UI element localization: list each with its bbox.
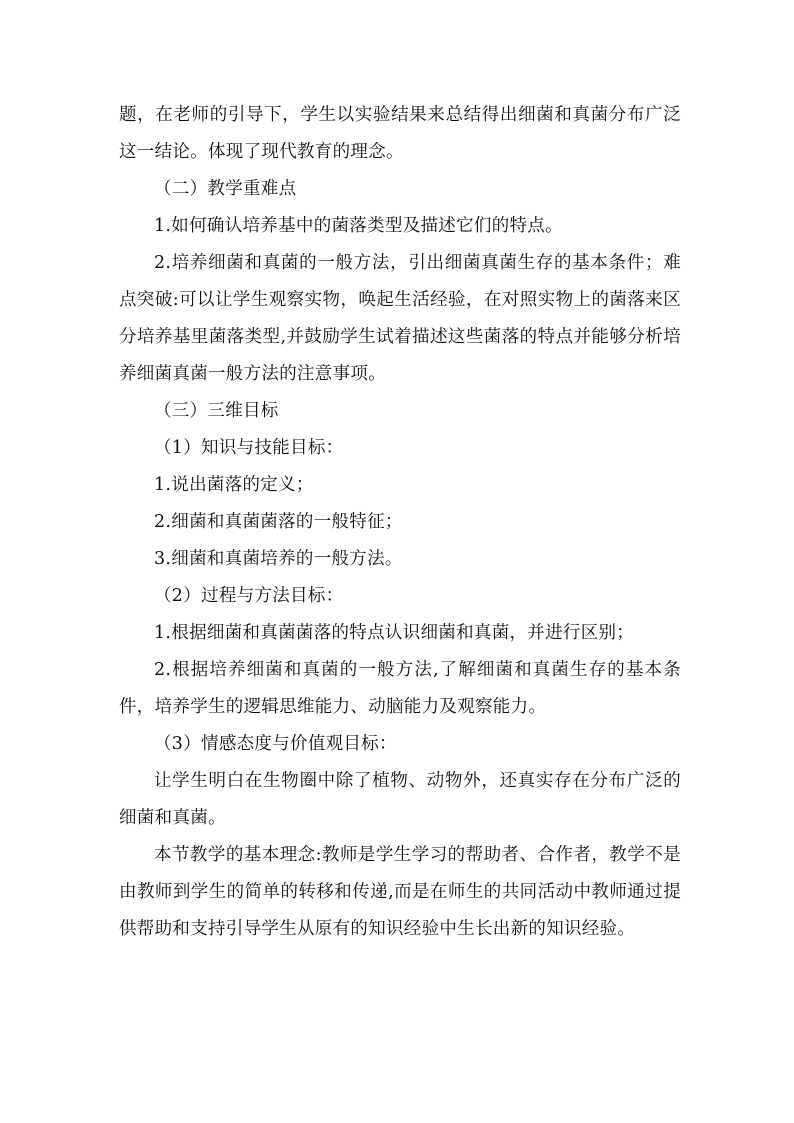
subheading-emotion-values: （3）情感态度与价值观目标： [154,734,397,754]
list-item: 2.根据培养细菌和真菌的一般方法,了解细菌和真菌生存的基本条件，培养学生的逻辑思维能力、动脑能力及观察能力。 [119,660,681,717]
paragraph-continuation: 题，在老师的引导下，学生以实验结果来总结得出细菌和真菌分布广泛这一结论。体现了现代教育的理念。 [119,105,681,162]
list-item: 2.细菌和真菌菌落的一般特征； [154,512,403,532]
list-item: 1.说出菌落的定义； [154,475,314,495]
document-body [119,97,681,948]
list-item: 1.根据细菌和真菌菌落的特点认识细菌和真菌，并进行区别； [154,623,635,643]
section-heading-objectives: （三）三维目标 [154,401,279,421]
paragraph-emotion-goal: 让学生明白在生物圈中除了植物、动物外，还真实存在分布广泛的细菌和真菌。 [119,771,681,828]
paragraph-key-point-2: 2.培养细菌和真菌的一般方法，引出细菌真菌生存的基本条件；难点突破:可以让学生观察实物，唤起生活经验，在对照实物上的菌落来区分培养基里菌落类型,并鼓励学生试着描述这些菌落的特点并能够分析培养细菌真菌一般方法的注意事项。 [119,253,681,384]
paragraph-key-point-1: 1.如何确认培养基中的菌落类型及描述它们的特点。 [154,216,563,236]
section-heading-key-points: （二）教学重难点 [154,179,297,199]
subheading-knowledge-skills: （1）知识与技能目标： [154,438,344,458]
subheading-process-methods: （2）过程与方法目标： [154,586,344,606]
paragraph-teaching-philosophy: 本节教学的基本理念:教师是学生学习的帮助者、合作者，教学不是由教师到学生的简单的转移和传递,而是在师生的共同活动中教师通过提供帮助和支持引导学生从原有的知识经验中生长出新的知识经验。 [119,845,681,939]
list-item: 3.细菌和真菌培养的一般方法。 [154,549,403,569]
